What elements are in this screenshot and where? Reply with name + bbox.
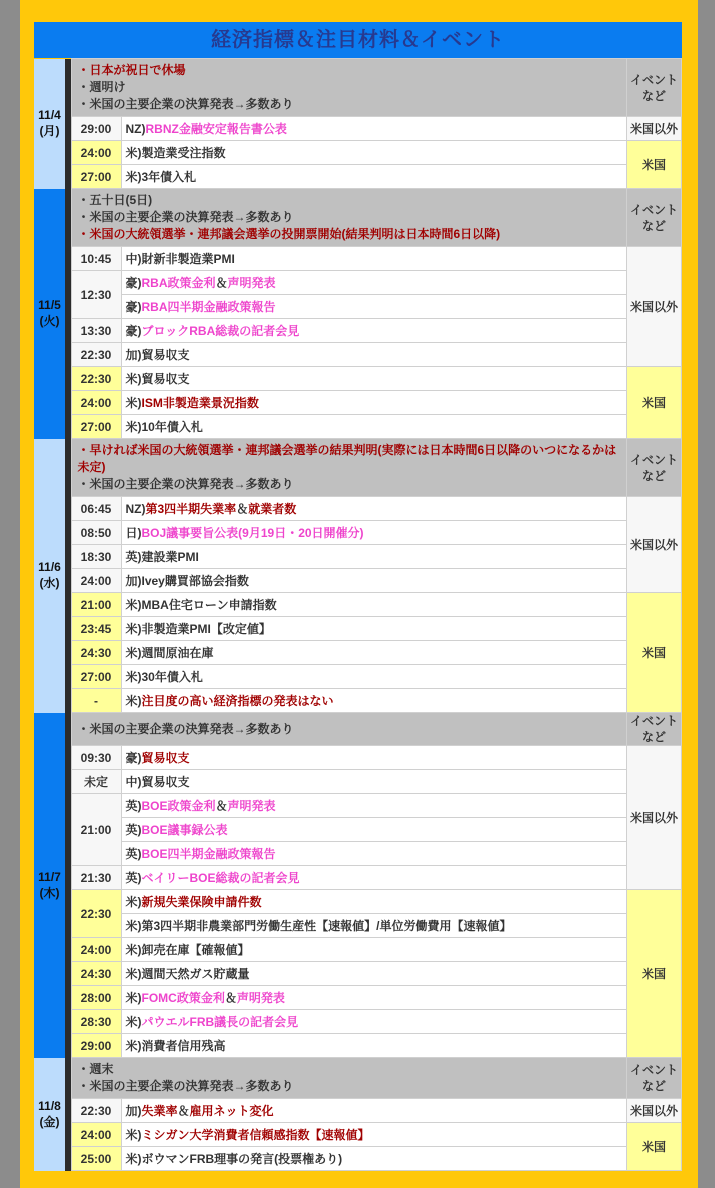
- indicator-cell: [121, 890, 627, 914]
- day-note-row: [34, 713, 682, 746]
- schedule-row: [34, 1099, 682, 1123]
- other-category-cell: 米国以外: [627, 1099, 682, 1123]
- note-line: [78, 96, 621, 113]
- text-segment: パウエルFRB議長の記者会見: [141, 1015, 299, 1029]
- indicator-cell: [121, 569, 627, 593]
- time-cell: 08:50: [71, 521, 121, 545]
- text-segment: 失業率: [141, 1104, 178, 1118]
- left-window-edge: [0, 0, 20, 1188]
- text-segment: 米)週間天然ガス貯蔵量: [125, 967, 250, 981]
- time-cell: -: [71, 689, 121, 713]
- time-cell: 24:30: [71, 962, 121, 986]
- time-cell: 23:45: [71, 617, 121, 641]
- schedule-row: [34, 141, 682, 165]
- text-segment: NZ): [125, 122, 146, 136]
- time-cell: 22:30: [71, 1099, 121, 1123]
- text-segment: 注目度の高い経済指標の発表はない: [141, 694, 334, 708]
- text-segment: 第3四半期失業率: [145, 502, 237, 516]
- time-cell: 21:00: [71, 593, 121, 617]
- day-notes: [71, 189, 627, 247]
- text-segment: BOE議事録公表: [141, 823, 228, 837]
- text-segment: 英): [125, 871, 142, 885]
- day-date: 11/7: [38, 869, 61, 884]
- schedule-row: [34, 689, 682, 713]
- text-segment: ・米国の主要企業の決算発表→多数あり: [77, 477, 294, 491]
- schedule-row: [34, 914, 682, 938]
- schedule-row: [34, 343, 682, 367]
- indicator-cell: [121, 593, 627, 617]
- schedule-table: [34, 58, 682, 1171]
- day-note-row: [34, 59, 682, 117]
- text-segment: 豪): [125, 300, 142, 314]
- indicator-cell: [121, 1010, 627, 1034]
- indicator-cell: [121, 794, 627, 818]
- schedule-row: [34, 794, 682, 818]
- day-weekday: (水): [39, 576, 60, 590]
- day-notes: [71, 713, 627, 746]
- text-segment: BOE政策金利: [141, 799, 216, 813]
- schedule-row: [34, 165, 682, 189]
- note-line: [78, 1061, 621, 1078]
- text-segment: BOJ議事要旨公表(9月19日・20日開催分): [141, 526, 364, 540]
- text-segment: 米): [125, 1015, 142, 1029]
- time-cell: 21:00: [71, 794, 121, 866]
- text-segment: ・早ければ米国の大統領選挙・連邦議会選挙の結果判明(実際には日本時間6日以降のいつになるかは未定): [77, 443, 617, 474]
- schedule-row: [34, 842, 682, 866]
- indicator-cell: [121, 617, 627, 641]
- time-cell: 29:00: [71, 117, 121, 141]
- text-segment: ブロックRBA総裁の記者会見: [141, 324, 300, 338]
- text-segment: ・米国の主要企業の決算発表→多数あり: [77, 210, 294, 224]
- indicator-cell: [121, 746, 627, 770]
- indicator-cell: [121, 962, 627, 986]
- indicator-cell: [121, 141, 627, 165]
- text-segment: 英): [125, 799, 142, 813]
- text-segment: 英): [125, 823, 142, 837]
- note-line: [78, 1078, 621, 1095]
- day-date-cell: [34, 189, 65, 439]
- schedule-row: [34, 1123, 682, 1147]
- time-cell: 28:00: [71, 986, 121, 1010]
- text-segment: 豪): [125, 324, 142, 338]
- other-category-cell: 米国以外: [627, 497, 682, 593]
- text-segment: ＆: [224, 991, 237, 1005]
- note-line: [78, 192, 621, 209]
- other-category-cell: 米国以外: [627, 247, 682, 367]
- time-cell: 27:00: [71, 165, 121, 189]
- text-segment: 米)卸売在庫【確報値】: [125, 943, 250, 957]
- indicator-cell: [121, 521, 627, 545]
- day-notes: [71, 59, 627, 117]
- note-line: [78, 209, 621, 226]
- time-cell: 18:30: [71, 545, 121, 569]
- us-category-cell: 米国: [627, 367, 682, 439]
- text-segment: ・週末: [77, 1062, 114, 1076]
- calendar-panel: [34, 22, 682, 1171]
- schedule-row: [34, 665, 682, 689]
- time-cell: 24:00: [71, 1123, 121, 1147]
- text-segment: ベイリーBOE総裁の記者会見: [141, 871, 300, 885]
- text-segment: 米): [125, 991, 142, 1005]
- note-line: [78, 721, 621, 738]
- time-cell: 29:00: [71, 1034, 121, 1058]
- indicator-cell: [121, 866, 627, 890]
- time-cell: 27:00: [71, 415, 121, 439]
- day-date: 11/6: [38, 560, 61, 574]
- text-segment: 米)MBA住宅ローン申請指数: [125, 598, 277, 612]
- indicator-cell: [121, 818, 627, 842]
- schedule-row: [34, 521, 682, 545]
- note-line: [78, 79, 621, 96]
- us-category-cell: 米国: [627, 1123, 682, 1171]
- time-cell: 25:00: [71, 1147, 121, 1171]
- text-segment: ＆: [236, 502, 249, 516]
- indicator-cell: [121, 117, 627, 141]
- text-segment: 米)週間原油在庫: [125, 646, 214, 660]
- indicator-cell: [121, 1034, 627, 1058]
- text-segment: ISM非製造業景況指数: [141, 396, 259, 410]
- note-line: [78, 62, 621, 79]
- text-segment: 米)ボウマンFRB理事の発言(投票権あり): [125, 1152, 343, 1166]
- text-segment: ミシガン大学消費者信頼感指数【速報値】: [141, 1128, 370, 1142]
- schedule-row: [34, 746, 682, 770]
- schedule-row: [34, 1034, 682, 1058]
- text-segment: 声明発表: [227, 799, 276, 813]
- schedule-row: [34, 545, 682, 569]
- text-segment: 日): [125, 526, 142, 540]
- day-weekday: (金): [39, 1114, 60, 1129]
- day-notes: [71, 439, 627, 497]
- text-segment: ・週明け: [77, 80, 126, 94]
- day-note-row: [34, 1058, 682, 1099]
- time-cell: 24:00: [71, 938, 121, 962]
- time-cell: 未定: [71, 770, 121, 794]
- note-line: [78, 442, 621, 476]
- schedule-row: [34, 986, 682, 1010]
- schedule-row: [34, 247, 682, 271]
- schedule-row: [34, 569, 682, 593]
- text-segment: 加)Ivey購買部協会指数: [125, 574, 249, 588]
- text-segment: ＆: [215, 799, 228, 813]
- indicator-cell: [121, 165, 627, 189]
- us-category-cell: 米国: [627, 593, 682, 713]
- indicator-cell: [121, 770, 627, 794]
- schedule-row: [34, 770, 682, 794]
- text-segment: 加)貿易収支: [125, 348, 190, 362]
- text-segment: ・米国の主要企業の決算発表→多数あり: [77, 97, 294, 111]
- time-cell: 24:00: [71, 391, 121, 415]
- indicator-cell: [121, 986, 627, 1010]
- text-segment: 中)財新非製造業PMI: [125, 252, 235, 266]
- text-segment: 米)30年債入札: [125, 670, 203, 684]
- text-segment: ＆: [215, 276, 228, 290]
- text-segment: RBNZ金融安定報告書公表: [145, 122, 287, 136]
- time-cell: 13:30: [71, 319, 121, 343]
- text-segment: 米): [125, 895, 142, 909]
- text-segment: ・五十日(5日): [77, 193, 153, 207]
- other-category-cell: 米国以外: [627, 746, 682, 890]
- time-cell: 22:30: [71, 367, 121, 391]
- day-date-cell: [34, 713, 65, 1058]
- text-segment: 米)第3四半期非農業部門労働生産性【速報値】/単位労働費用【速報値】: [125, 919, 512, 933]
- text-segment: 米)貿易収支: [125, 372, 190, 386]
- indicator-cell: [121, 367, 627, 391]
- schedule-row: [34, 962, 682, 986]
- schedule-row: [34, 1010, 682, 1034]
- indicator-cell: [121, 1147, 627, 1171]
- indicator-cell: [121, 497, 627, 521]
- schedule-row: [34, 1147, 682, 1171]
- indicator-cell: [121, 641, 627, 665]
- time-cell: 22:30: [71, 343, 121, 367]
- indicator-cell: [121, 391, 627, 415]
- text-segment: 貿易収支: [141, 751, 190, 765]
- text-segment: NZ): [125, 502, 146, 516]
- event-category-cell: イベントなど: [627, 439, 682, 497]
- indicator-cell: [121, 415, 627, 439]
- day-date-cell: [34, 1058, 65, 1171]
- schedule-row: [34, 818, 682, 842]
- text-segment: ・日本が祝日で休場: [77, 63, 186, 77]
- calendar-title: 経済指標＆注目材料＆イベント: [34, 22, 682, 58]
- day-date: 11/4: [38, 108, 61, 122]
- time-cell: 10:45: [71, 247, 121, 271]
- text-segment: 米)3年債入札: [125, 170, 197, 184]
- time-cell: 24:30: [71, 641, 121, 665]
- time-cell: 09:30: [71, 746, 121, 770]
- day-weekday: (木): [39, 885, 60, 900]
- indicator-cell: [121, 689, 627, 713]
- time-cell: 21:30: [71, 866, 121, 890]
- indicator-cell: [121, 271, 627, 295]
- text-segment: 英): [125, 847, 142, 861]
- text-segment: 就業者数: [248, 502, 297, 516]
- text-segment: 米)非製造業PMI【改定値】: [125, 622, 271, 636]
- right-window-edge: [698, 0, 715, 1188]
- indicator-cell: [121, 665, 627, 689]
- indicator-cell: [121, 295, 627, 319]
- indicator-cell: [121, 938, 627, 962]
- schedule-row: [34, 938, 682, 962]
- day-date: 11/8: [38, 1098, 61, 1113]
- indicator-cell: [121, 1123, 627, 1147]
- text-segment: 雇用ネット変化: [189, 1104, 274, 1118]
- text-segment: ・米国の大統領選挙・連邦議会選挙の投開票開始(結果判明は日本時間6日以降): [77, 227, 501, 241]
- note-line: [78, 226, 621, 243]
- text-segment: RBA政策金利: [141, 276, 216, 290]
- schedule-row: [34, 391, 682, 415]
- text-segment: 米): [125, 1128, 142, 1142]
- day-date-cell: [34, 59, 65, 189]
- note-line: [78, 476, 621, 493]
- text-segment: 米): [125, 694, 142, 708]
- text-segment: ＆: [177, 1104, 190, 1118]
- schedule-row: [34, 415, 682, 439]
- schedule-row: [34, 617, 682, 641]
- schedule-row: [34, 367, 682, 391]
- indicator-cell: [121, 319, 627, 343]
- indicator-cell: [121, 343, 627, 367]
- schedule-row: [34, 497, 682, 521]
- time-cell: 22:30: [71, 890, 121, 938]
- text-segment: BOE四半期金融政策報告: [141, 847, 276, 861]
- text-segment: FOMC政策金利: [141, 991, 225, 1005]
- schedule-row: [34, 117, 682, 141]
- day-note-row: [34, 189, 682, 247]
- time-cell: 28:30: [71, 1010, 121, 1034]
- text-segment: RBA四半期金融政策報告: [141, 300, 276, 314]
- event-category-cell: イベントなど: [627, 59, 682, 117]
- us-category-cell: 米国: [627, 890, 682, 1058]
- schedule-row: [34, 890, 682, 914]
- text-segment: 加): [125, 1104, 142, 1118]
- text-segment: ・米国の主要企業の決算発表→多数あり: [77, 1079, 294, 1093]
- text-segment: 米)消費者信用残高: [125, 1039, 226, 1053]
- text-segment: 声明発表: [236, 991, 285, 1005]
- time-cell: 06:45: [71, 497, 121, 521]
- us-category-cell: 米国: [627, 141, 682, 189]
- day-date-cell: [34, 439, 65, 713]
- schedule-row: [34, 271, 682, 295]
- text-segment: 英)建設業PMI: [125, 550, 199, 564]
- time-cell: 12:30: [71, 271, 121, 319]
- text-segment: 米): [125, 396, 142, 410]
- text-segment: 米)製造業受注指数: [125, 146, 226, 160]
- schedule-row: [34, 641, 682, 665]
- event-category-cell: イベントなど: [627, 713, 682, 746]
- indicator-cell: [121, 1099, 627, 1123]
- text-segment: 豪): [125, 276, 142, 290]
- schedule-row: [34, 295, 682, 319]
- indicator-cell: [121, 545, 627, 569]
- text-segment: ・米国の主要企業の決算発表→多数あり: [77, 721, 294, 736]
- day-weekday: (火): [39, 314, 60, 328]
- time-cell: 27:00: [71, 665, 121, 689]
- other-category-cell: 米国以外: [627, 117, 682, 141]
- event-category-cell: イベントなど: [627, 189, 682, 247]
- day-note-row: [34, 439, 682, 497]
- text-segment: 米)10年債入札: [125, 420, 203, 434]
- indicator-cell: [121, 842, 627, 866]
- event-category-cell: イベントなど: [627, 1058, 682, 1099]
- text-segment: 新規失業保険申請件数: [141, 895, 262, 909]
- indicator-cell: [121, 914, 627, 938]
- schedule-row: [34, 866, 682, 890]
- day-weekday: (月): [39, 124, 60, 138]
- schedule-row: [34, 593, 682, 617]
- day-date: 11/5: [38, 298, 61, 312]
- text-segment: 豪): [125, 751, 142, 765]
- text-segment: 声明発表: [227, 276, 276, 290]
- day-notes: [71, 1058, 627, 1099]
- indicator-cell: [121, 247, 627, 271]
- text-segment: 中)貿易収支: [125, 775, 190, 789]
- schedule-row: [34, 319, 682, 343]
- time-cell: 24:00: [71, 141, 121, 165]
- time-cell: 24:00: [71, 569, 121, 593]
